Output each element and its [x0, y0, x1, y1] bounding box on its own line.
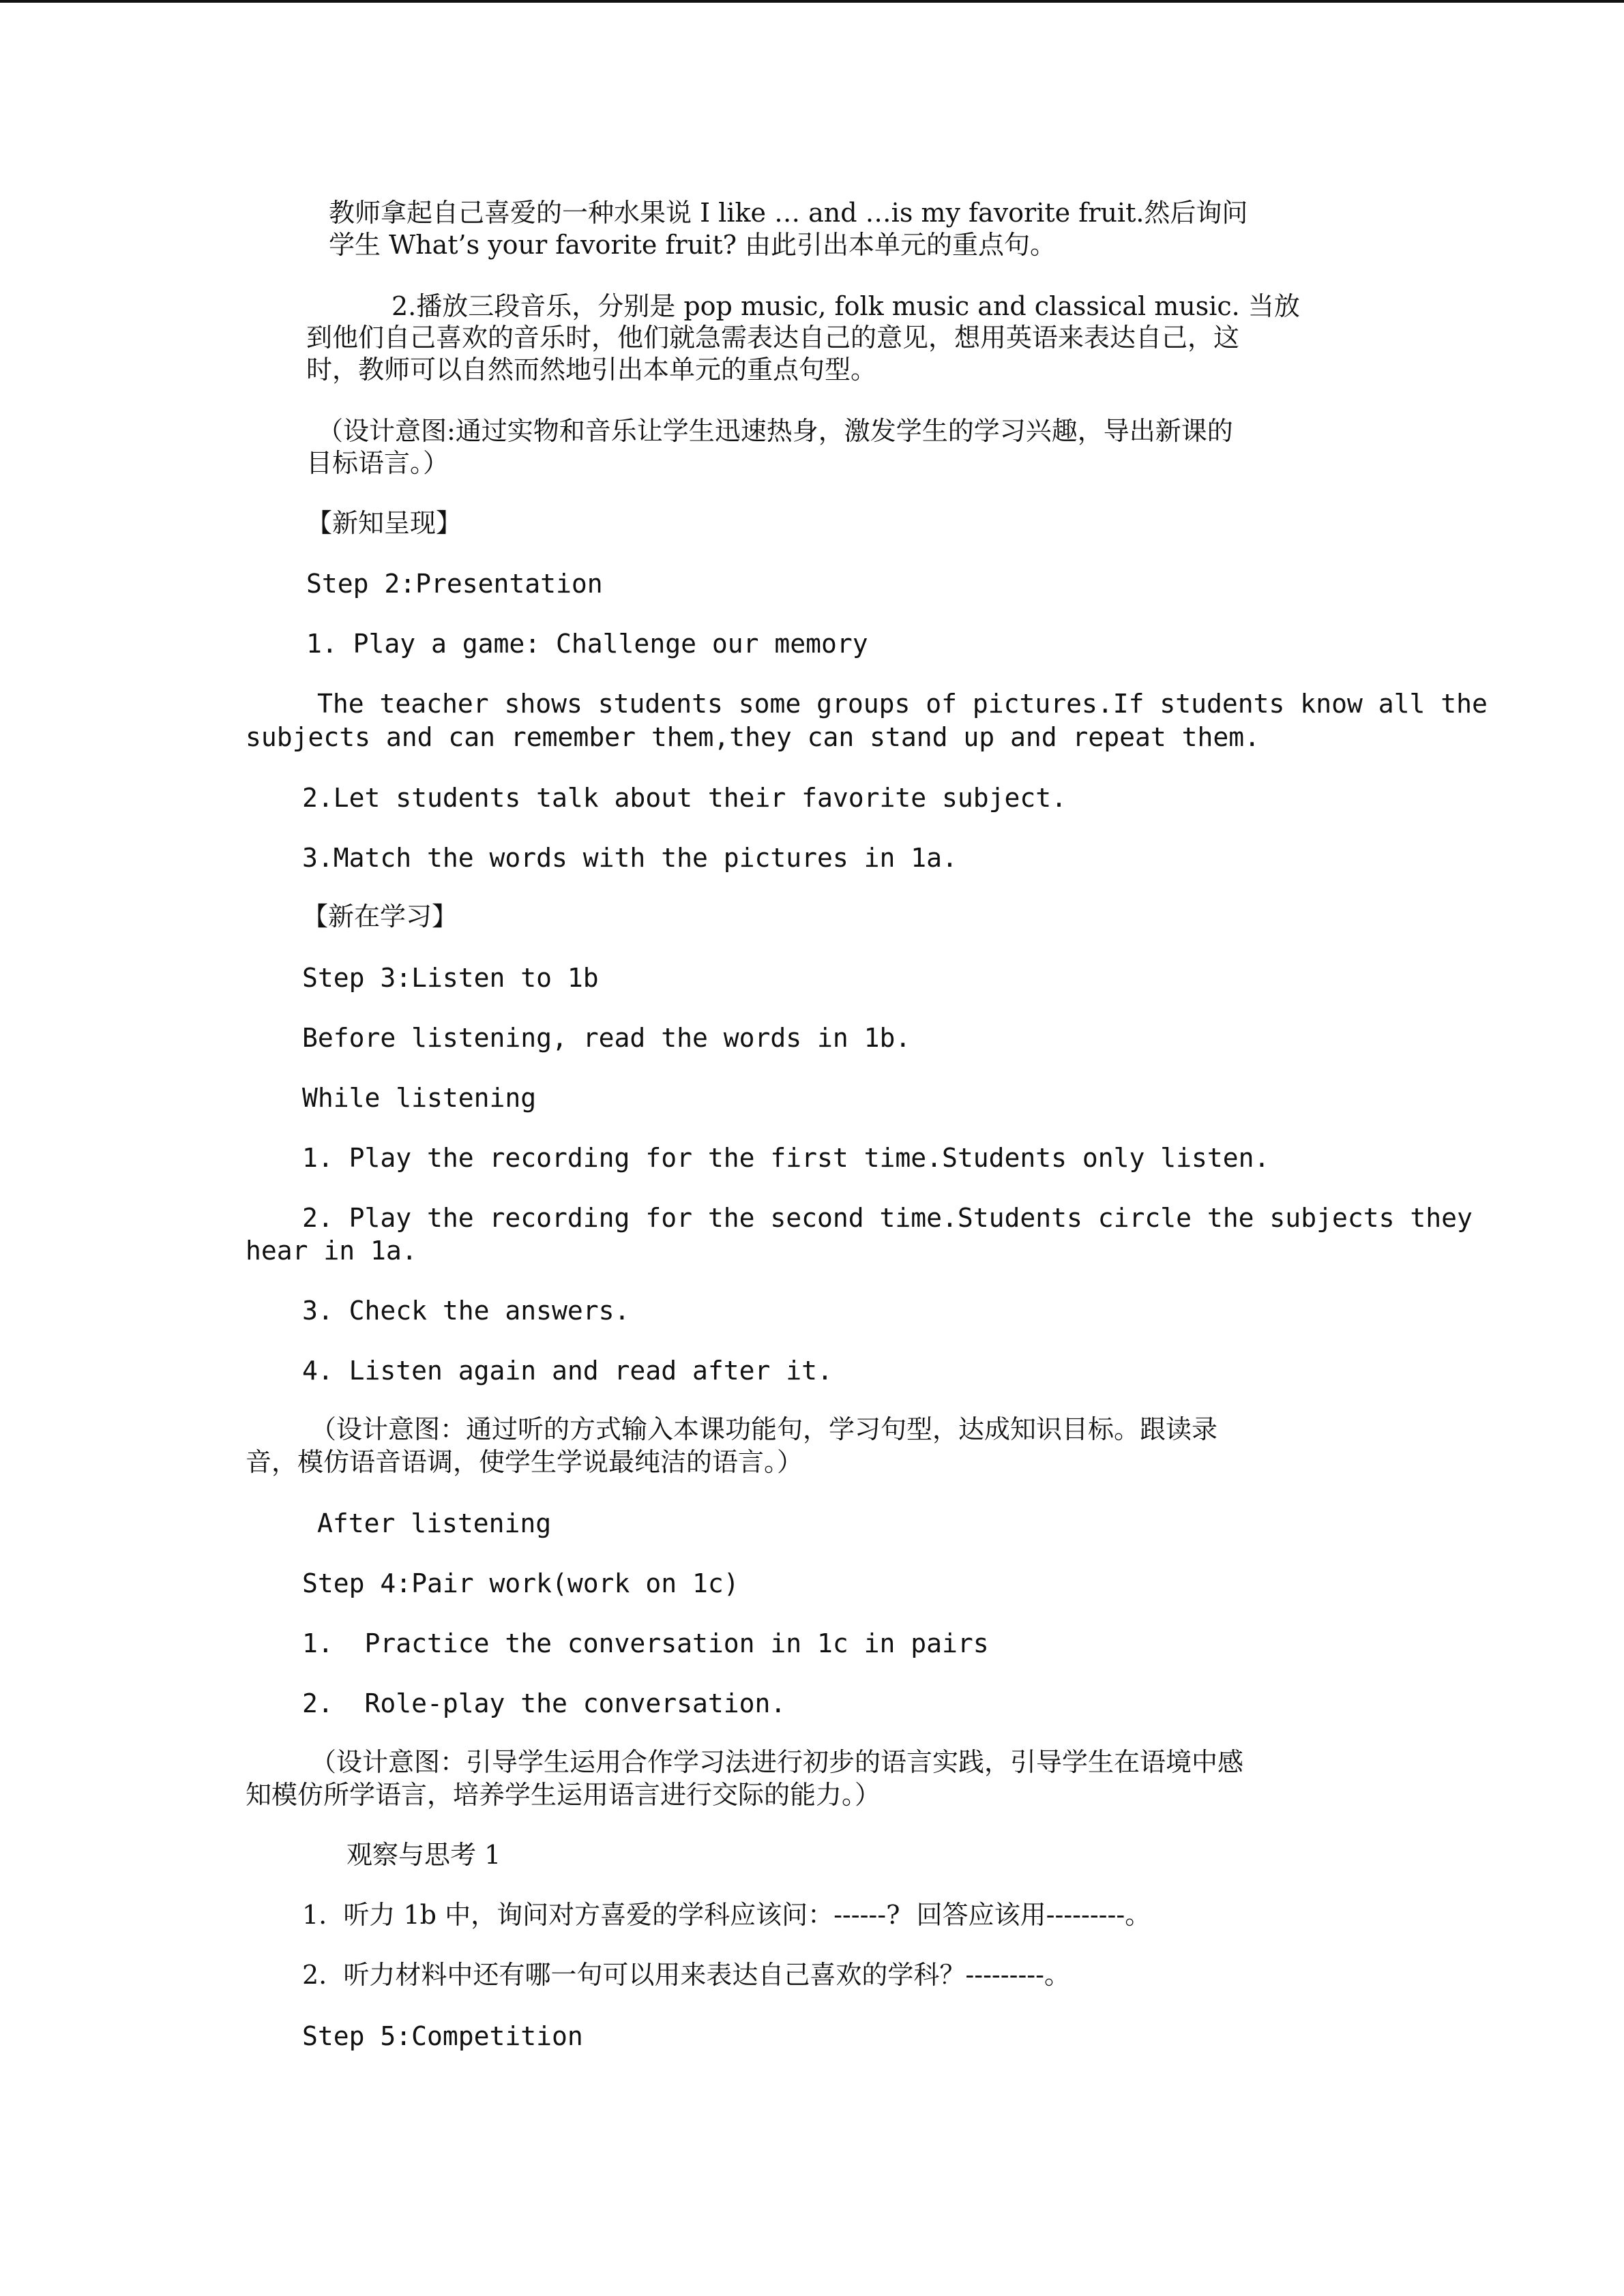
step-2-description-line-2: subjects and can remember them,they can stand up and repeat them. [246, 722, 1260, 752]
step-4-heading: Step 4:Pair work(work on 1c) [302, 1568, 739, 1598]
while-listening-heading: While listening [302, 1083, 537, 1113]
design-intent-1-line-1: （设计意图:通过实物和音乐让学生迅速热身，激发学生的学习兴趣，导出新课的 [317, 416, 1233, 446]
design-intent-2-line-2: 音，模仿语音语调，使学生学说最纯洁的语言。） [246, 1447, 803, 1477]
before-listening-line: Before listening, read the words in 1b. [302, 1023, 911, 1053]
step-2-item-3: 3.Match the words with the pictures in 1a. [302, 843, 958, 873]
step-2-item-1: 1. Play a game: Challenge our memory [306, 629, 868, 659]
step-4-item-2: 2. Role-play the conversation. [302, 1688, 786, 1718]
step-2-heading: Step 2:Presentation [306, 569, 603, 599]
step-2-item-2: 2.Let students talk about their favorite subject. [302, 783, 1067, 813]
section-heading-new-learning: 【新在学习】 [302, 901, 458, 931]
music-step-line-3: 时，教师可以自然而然地引出本单元的重点句型。 [306, 355, 877, 385]
while-listening-item-1: 1. Play the recording for the first time.Students only listen. [302, 1143, 1270, 1173]
design-intent-3-line-2: 知模仿所学语言，培养学生运用语言进行交际的能力。） [246, 1780, 881, 1810]
music-step-line-2: 到他们自己喜欢的音乐时，他们就急需表达自己的意见，想用英语来表达自己，这 [306, 323, 1240, 353]
step-3-heading: Step 3:Listen to 1b [302, 963, 599, 993]
step-5-heading: Step 5:Competition [302, 2021, 583, 2051]
step-2-description-line-1: The teacher shows students some groups of pictures.If students know all the [317, 689, 1488, 719]
music-step-line-1: 2.播放三段音乐，分别是 pop music, folk music and classical music. 当放 [392, 291, 1300, 321]
observe-think-question-1: 1. 听力 1b 中，询问对方喜爱的学科应该问：------? 回答应该用---------。 [302, 1900, 1151, 1930]
design-intent-2-line-1: （设计意图：通过听的方式输入本课功能句，学习句型，达成知识目标。跟读录 [310, 1414, 1218, 1444]
while-listening-item-3: 3. Check the answers. [302, 1296, 630, 1326]
design-intent-1-line-2: 目标语言。） [306, 448, 449, 478]
while-listening-item-2-line-2: hear in 1a. [246, 1236, 417, 1266]
while-listening-item-2-line-1: 2. Play the recording for the second time.Students circle the subjects they [302, 1203, 1473, 1233]
while-listening-item-4: 4. Listen again and read after it. [302, 1356, 833, 1386]
intro-line-1: 教师拿起自己喜爱的一种水果说 I like … and …is my favorite fruit.然后询问 [329, 198, 1248, 228]
after-listening-heading: After listening [317, 1508, 552, 1538]
step-4-item-1: 1. Practice the conversation in 1c in pairs [302, 1628, 989, 1658]
intro-line-2: 学生 What’s your favorite fruit? 由此引出本单元的重点句。 [329, 230, 1057, 260]
section-heading-new-knowledge: 【新知呈现】 [306, 508, 462, 538]
observe-think-question-2: 2. 听力材料中还有哪一句可以用来表达自己喜欢的学科？---------。 [302, 1960, 1070, 1990]
design-intent-3-line-1: （设计意图：引导学生运用合作学习法进行初步的语言实践，引导学生在语境中感 [310, 1747, 1244, 1777]
observe-think-heading: 观察与思考 1 [346, 1840, 501, 1870]
